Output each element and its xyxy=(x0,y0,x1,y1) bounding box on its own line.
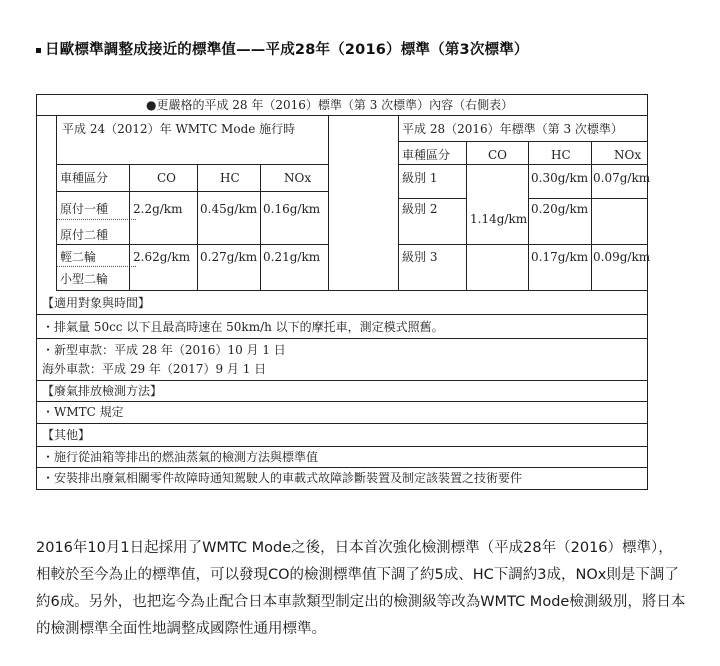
notes-line-new-model: ・新型車款：平成 28 年（2016）10 月 1 日 xyxy=(42,343,286,357)
body-paragraph: 2016年10月1日起採用了WMTC Mode之後，日本首次強化檢測標準（平成28年（2016）標準），相較於至今為止的標準值，可以發現CO的檢測標準值下調了約5成、HC下調約3成，NOx則是下調了約6成。另外，也把迄今為止配合日本車款類型制定出的檢測級等改為WMTC Mode檢測級別，將日本的檢測標準全面性地調整成國際性通用標準。 xyxy=(36,539,686,637)
right-table-header: 平成 28（2016）年標準（第 3 次標準） xyxy=(402,122,623,136)
notes-line-overseas-model: 海外車款：平成 29 年（2017）9 月 1 日 xyxy=(42,362,267,376)
emission-standard-figure xyxy=(36,94,651,490)
left-row2-category2: 小型二輪 xyxy=(60,272,109,286)
right-col-co: CO xyxy=(488,148,508,162)
left-row1-co: 2.2g/km xyxy=(133,202,183,216)
left-row2-co: 2.62g/km xyxy=(133,250,191,264)
left-table-header: 平成 24（2012）年 WMTC Mode 施行時 xyxy=(62,122,296,136)
left-row1-hc: 0.45g/km xyxy=(200,202,258,216)
left-row1-nox: 0.16g/km xyxy=(263,202,321,216)
square-bullet-icon xyxy=(36,48,41,53)
left-col-category: 車種區分 xyxy=(60,171,109,185)
right-col-hc: HC xyxy=(551,148,571,162)
left-row2-hc: 0.27g/km xyxy=(200,250,258,264)
section-heading-text: 日歐標準調整成接近的標準值——平成28年（2016）標準（第3次標準） xyxy=(45,42,529,58)
notes-heading-method: 【廢氣排放檢測方法】 xyxy=(42,384,163,398)
notes-line-scope: ・排氣量 50cc 以下且最高時速在 50km/h 以下的摩托車，測定模式照舊。 xyxy=(42,320,444,334)
notes-line-evaporative: ・施行從油箱等排出的燃油蒸氣的檢測方法與標準值 xyxy=(42,450,319,464)
left-row1-category2: 原付二種 xyxy=(60,228,109,242)
right-col-category: 車種區分 xyxy=(402,148,451,162)
left-row2-category: 輕二輪 xyxy=(60,250,97,264)
right-row2-class: 級別 2 xyxy=(402,202,438,216)
right-col-nox: NOx xyxy=(614,148,642,162)
notes-line-method: ・WMTC 規定 xyxy=(42,405,124,419)
right-row1-class: 級別 1 xyxy=(402,171,438,185)
right-row3-nox: 0.09g/km xyxy=(593,250,651,264)
right-row1-nox: 0.07g/km xyxy=(593,171,651,185)
figure-caption: ●更嚴格的平成 28 年（2016）標準（第 3 次標準）內容（右側表） xyxy=(146,98,514,112)
right-row3-class: 級別 3 xyxy=(402,250,438,264)
right-row3-hc: 0.17g/km xyxy=(531,250,589,264)
left-col-hc: HC xyxy=(220,171,240,185)
left-col-nox: NOx xyxy=(284,171,312,185)
section-heading xyxy=(36,38,529,59)
notes-line-obd: ・安裝排出廢氣相關零件故障時通知駕駛人的車載式故障診斷裝置及制定該裝置之技術要件 xyxy=(42,471,523,485)
right-co-shared: 1.14g/km xyxy=(470,212,528,226)
left-row2-nox: 0.21g/km xyxy=(263,250,321,264)
notes-heading-other: 【其他】 xyxy=(42,428,91,442)
notes-heading-scope: 【適用對象與時間】 xyxy=(42,296,151,310)
right-row2-hc: 0.20g/km xyxy=(531,202,589,216)
left-row1-category: 原付一種 xyxy=(60,202,109,216)
right-row1-hc: 0.30g/km xyxy=(531,171,589,185)
left-col-co: CO xyxy=(157,171,177,185)
